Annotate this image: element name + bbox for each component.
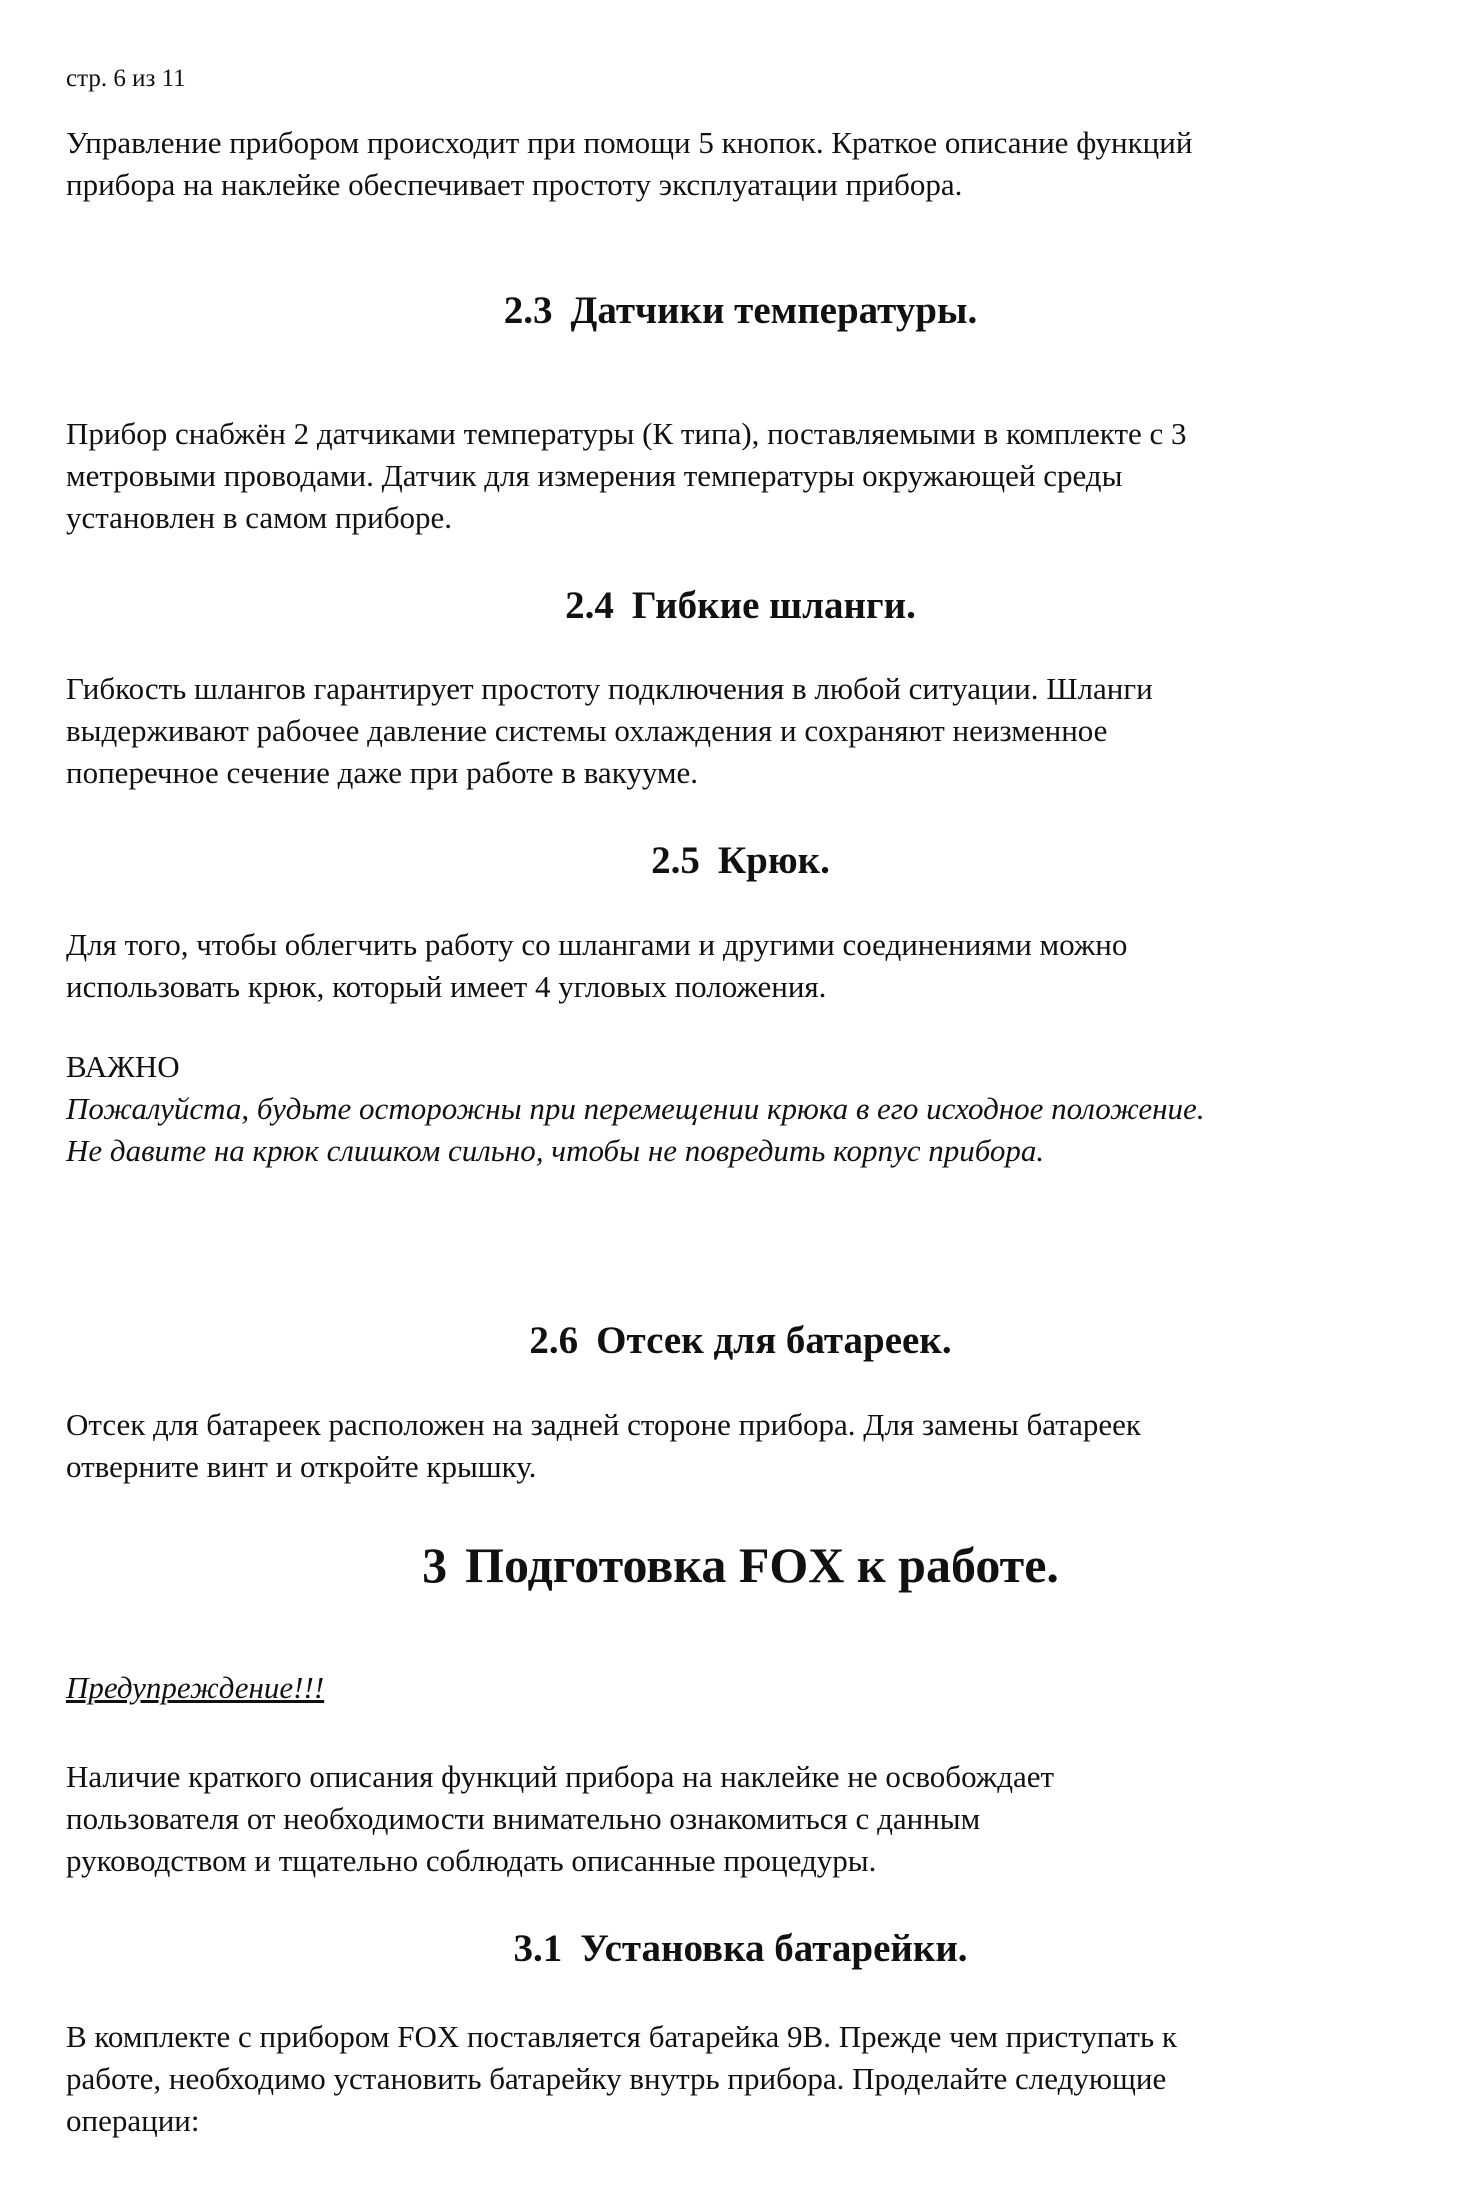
text-line: отверните винт и откройте крышку. [66,1449,537,1484]
text-line: работе, необходимо установить батарейку внутрь прибора. Проделайте следующие [66,2061,1167,2096]
warning-label: Предупреждение!!! [66,1670,325,1705]
text-line: Управление прибором происходит при помощи 5 кнопок. Краткое описание функций [66,125,1193,160]
text-line: использовать крюк, который имеет 4 угловых положения. [66,969,827,1004]
section-number: 2.4 [565,584,614,627]
section-title: Датчики температуры. [570,289,978,332]
heading-2-5 [0,836,1481,886]
important-line: Не давите на крюк слишком сильно, чтобы не повредить корпус прибора. [66,1133,1045,1168]
text-line: Гибкость шлангов гарантирует простоту подключения в любой ситуации. Шланги [66,671,1153,706]
section-number: 2.6 [529,1319,579,1362]
text-line: выдерживают рабочее давление системы охлаждения и сохраняют неизменное [66,713,1108,748]
section-number: 3 [422,1537,448,1593]
text-line: операции: [66,2103,200,2138]
warning-note [66,1667,1426,1709]
paragraph-2-3 [66,413,1426,539]
paragraph-2-5 [66,924,1426,1008]
text-line: установлен в самом приборе. [66,500,452,535]
text-line: Наличие краткого описания функций прибора на наклейке не освобождает [66,1759,1055,1794]
section-title: Крюк. [717,839,830,882]
section-title: Отсек для батареек. [596,1319,952,1362]
text-line: прибора на наклейке обеспечивает простоту эксплуатации прибора. [66,167,963,202]
paragraph-3-1 [66,2016,1426,2142]
paragraph-2-6 [66,1404,1426,1488]
paragraph-3 [66,1756,1426,1882]
text-line: Прибор снабжён 2 датчиками температуры (К типа), поставляемыми в комплекте с 3 [66,416,1187,451]
important-label: ВАЖНО [66,1049,180,1084]
section-title: Гибкие шланги. [631,584,916,627]
section-number: 2.3 [503,289,553,332]
important-note [66,1046,1426,1172]
page-number: стр. 6 из 11 [66,65,186,92]
heading-2-6 [0,1316,1481,1366]
text-line: поперечное сечение даже при работе в вакууме. [66,755,699,790]
text-line: Отсек для батареек расположен на задней стороне прибора. Для замены батареек [66,1407,1141,1442]
intro-paragraph [66,122,1426,206]
heading-2-4 [0,581,1481,631]
section-number: 3.1 [513,1927,563,1970]
text-line: В комплекте с прибором FOX поставляется батарейка 9В. Прежде чем приступать к [66,2019,1177,2054]
section-number: 2.5 [651,839,700,882]
section-title: Подготовка FOX к работе. [465,1537,1059,1593]
text-line: метровыми проводами. Датчик для измерения температуры окружающей среды [66,458,1123,493]
text-line: Для того, чтобы облегчить работу со шлангами и другими соединениями можно [66,927,1128,962]
heading-3-1 [0,1924,1481,1974]
important-line: Пожалуйста, будьте осторожны при перемещении крюка в его исходное положение. [66,1091,1205,1126]
section-title: Установка батарейки. [580,1927,968,1970]
text-line: пользователя от необходимости внимательно ознакомиться с данным [66,1801,981,1836]
paragraph-2-4 [66,668,1426,794]
heading-3 [0,1534,1481,1596]
heading-2-3 [0,286,1481,336]
text-line: руководством и тщательно соблюдать описанные процедуры. [66,1843,877,1878]
